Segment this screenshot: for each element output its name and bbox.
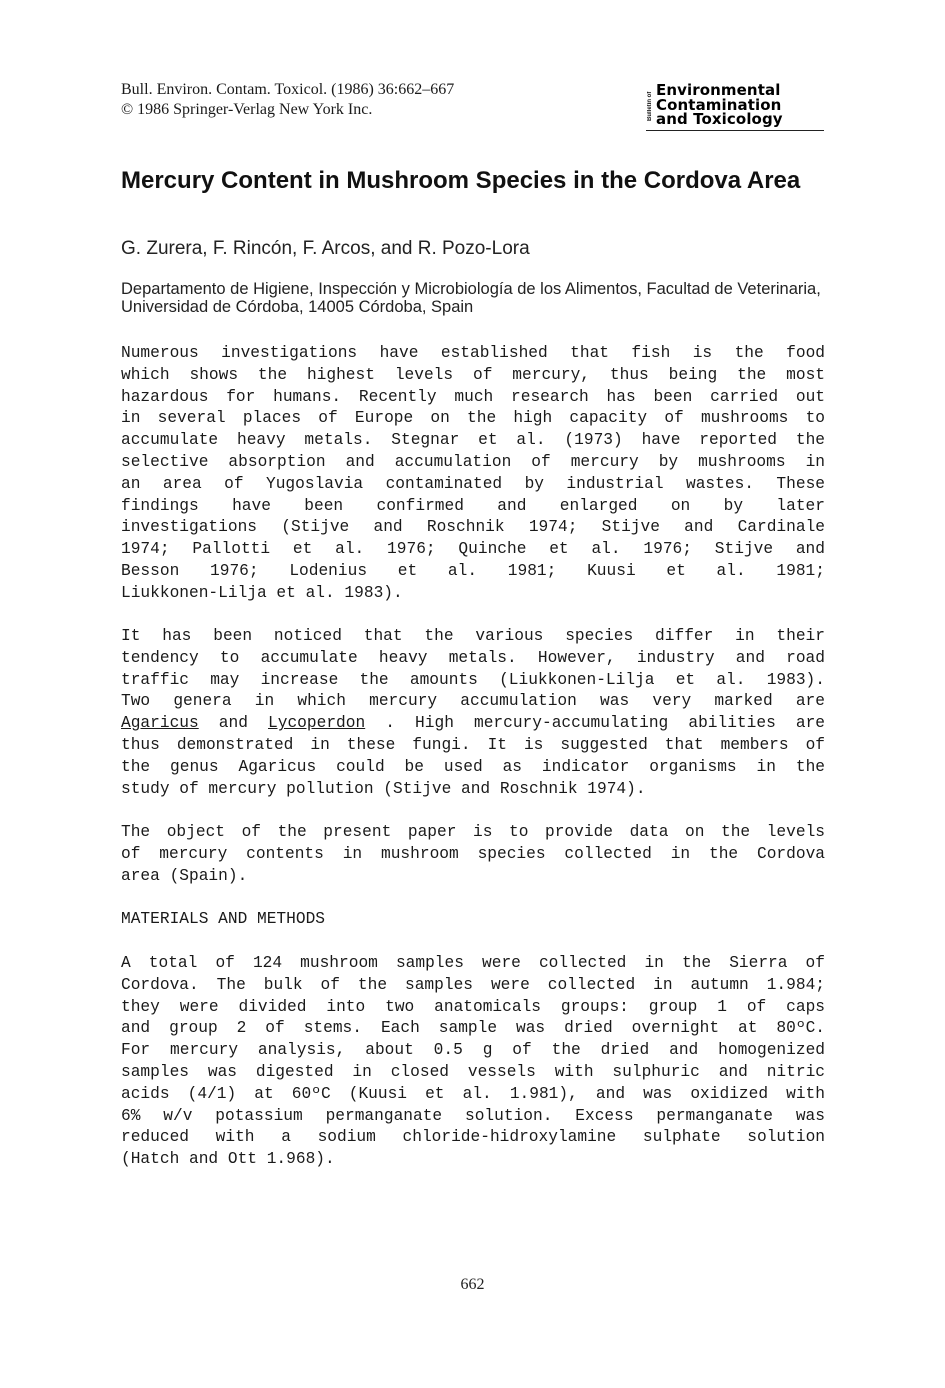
- text-line: thus demonstrated in these fungi. It is suggested that members of: [121, 735, 825, 754]
- text-line: they were divided into two anatomicals groups: group 1 of caps: [121, 997, 825, 1016]
- citation-block: [121, 80, 454, 120]
- text-line: 6% w/v potassium permanganate solution. Excess permanganate was: [121, 1106, 825, 1125]
- connector-text: and: [198, 714, 269, 733]
- text-line: For mercury analysis, about 0.5 g of the dried and homogenized: [121, 1041, 825, 1060]
- journal-logo-side-word: Bulletin of: [647, 91, 653, 121]
- text-line: samples was digested in closed vessels with sulphuric and nitric: [121, 1062, 825, 1081]
- text-line: Cordova. The bulk of the samples were collected in autumn 1.984;: [121, 975, 825, 994]
- text-line: reduced with a sodium chloride-hidroxylamine sulphate solution: [121, 1128, 825, 1147]
- text-line: area (Spain).: [121, 866, 248, 885]
- text-line: in several places of Europe on the high capacity of mushrooms to: [121, 409, 825, 428]
- body-paragraph: [121, 626, 825, 800]
- body-paragraph: [121, 953, 825, 1171]
- text-line: selective absorption and accumulation of mercury by mushrooms in: [121, 452, 825, 471]
- section-heading: [121, 909, 825, 931]
- text-line: hazardous for humans. Recently much research has been carried out: [121, 387, 825, 406]
- text-line: Besson 1976; Lodenius et al. 1981; Kuusi et al. 1981;: [121, 561, 825, 580]
- text-line: Liukkonen-Lilja et al. 1983).: [121, 583, 403, 602]
- journal-logo: [646, 83, 824, 131]
- author-list: G. Zurera, F. Rincón, F. Arcos, and R. Pozo-Lora: [121, 238, 530, 259]
- copyright-line: © 1986 Springer-Verlag New York Inc.: [121, 101, 373, 118]
- text-line: A total of 124 mushroom samples were collected in the Sierra of: [121, 954, 825, 972]
- line-remainder: . High mercury-accumulating abilities are: [365, 714, 825, 733]
- citation-line: Bull. Environ. Contam. Toxicol. (1986) 36:662–667: [121, 81, 455, 98]
- body-paragraph: [121, 822, 825, 887]
- text-line: of mercury contents in mushroom species collected in the Cordova: [121, 844, 825, 863]
- text-line: It has been noticed that the various species differ in their: [121, 627, 825, 645]
- text-line: 1974; Pallotti et al. 1976; Quinche et al. 1976; Stijve and: [121, 540, 825, 559]
- text-line: The object of the present paper is to provide data on the levels: [121, 823, 825, 841]
- article-title: Mercury Content in Mushroom Species in the Cordova Area: [121, 167, 801, 194]
- genus-name: Agaricus: [121, 714, 199, 733]
- text-line: investigations (Stijve and Roschnik 1974; Stijve and Cardinale: [121, 518, 825, 537]
- text-line: which shows the highest levels of mercury, thus being the most: [121, 365, 825, 384]
- author-affiliation: Departamento de Higiene, Inspección y Microbiología de los Alimentos, Facultad de Veterinaria, Universidad de Córdoba, 14005 Córdoba, Spain: [121, 280, 821, 316]
- text-line-with-genera: [121, 713, 825, 735]
- body-paragraph: [121, 343, 825, 605]
- journal-logo-line: and Toxicology: [656, 110, 783, 128]
- text-line: traffic may increase the amounts (Liukkonen-Lilja et al. 1983).: [121, 670, 825, 689]
- text-line: and group 2 of stems. Each sample was dried overnight at 80ºC.: [121, 1019, 825, 1038]
- page-number: 662: [460, 1276, 485, 1293]
- text-line: Numerous investigations have established that fish is the food: [121, 344, 825, 362]
- journal-logo-words: [656, 83, 824, 127]
- journal-logo-line: Contamination: [656, 95, 782, 114]
- section-heading-text: MATERIALS AND METHODS: [121, 910, 325, 928]
- text-line: tendency to accumulate heavy metals. However, industry and road: [121, 648, 825, 667]
- text-line: acids (4/1) at 60ºC (Kuusi et al. 1.981), and was oxidized with: [121, 1084, 825, 1103]
- genus-name: Lycoperdon: [268, 714, 366, 733]
- text-line: (Hatch and Ott 1.968).: [121, 1150, 335, 1169]
- text-line: findings have been confirmed and enlarged on by later: [121, 496, 825, 515]
- text-line: accumulate heavy metals. Stegnar et al. (1973) have reported the: [121, 431, 825, 450]
- text-line: the genus Agaricus could be used as indicator organisms in the: [121, 757, 825, 776]
- journal-logo-line: Environmental: [656, 81, 781, 99]
- text-line: Two genera in which mercury accumulation was very marked are: [121, 692, 825, 711]
- text-line: study of mercury pollution (Stijve and Roschnik 1974).: [121, 779, 646, 798]
- text-line: an area of Yugoslavia contaminated by industrial wastes. These: [121, 474, 825, 493]
